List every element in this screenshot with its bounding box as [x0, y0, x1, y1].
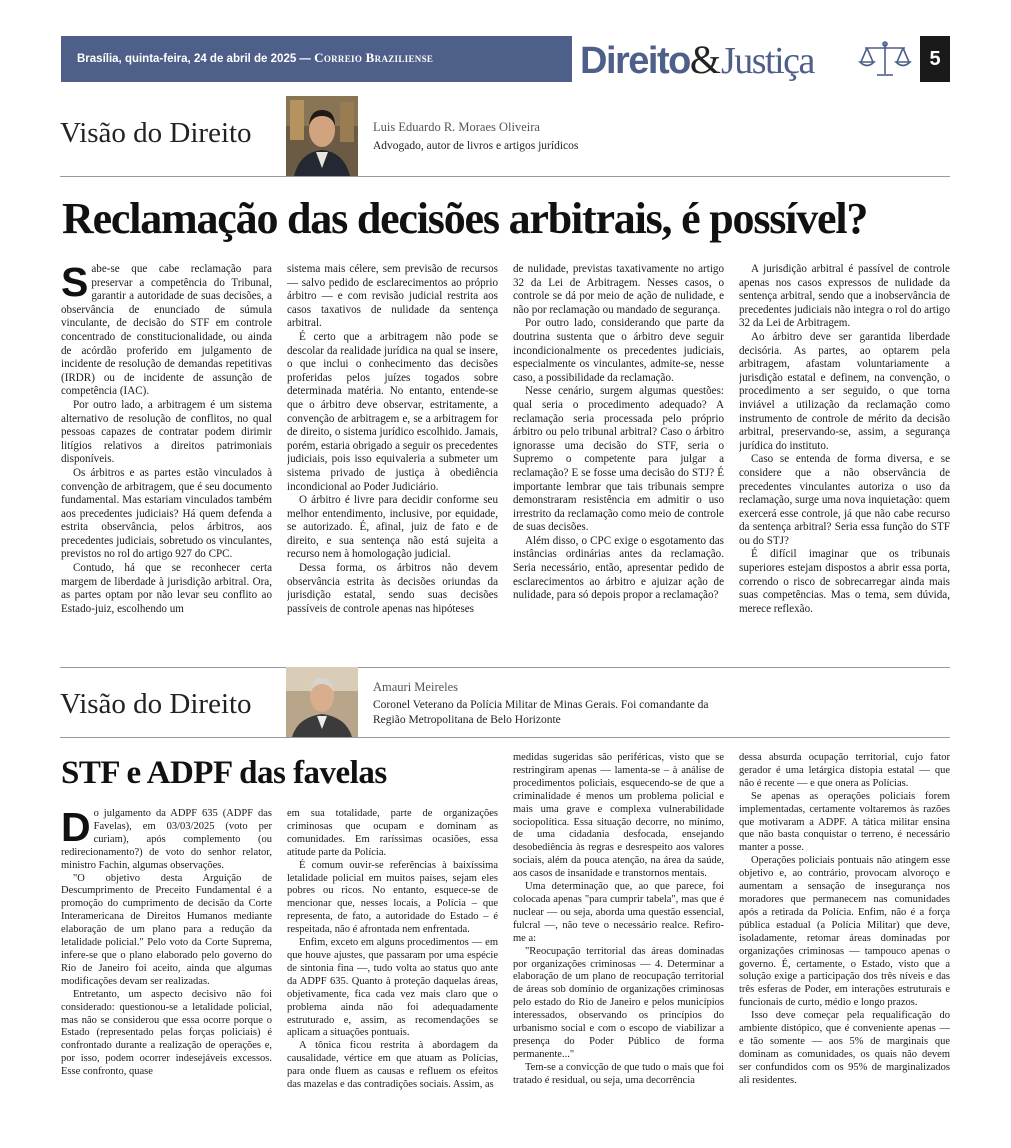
paragraph: Uma determinação que, ao que parece, foi colocada apenas "para cumprir tabela", mas que é nuclear — ou seja, aborda uma questão essencial, fulcral —, não teve o necessário realce. Refiro-me a: [513, 881, 724, 944]
article1-column-2 [287, 263, 498, 648]
paragraph: Dessa forma, os árbitros não devem observância estrita às decisões oriundas da jurisdição estatal, sendo suas decisões passíveis de controle apenas nas hipóteses [287, 562, 498, 615]
author-bio-article1: Advogado, autor de livros e artigos jurídicos [373, 140, 579, 152]
divider-article2-top [60, 667, 950, 668]
paragraph: Ao árbitro deve ser garantida liberdade decisória. As partes, ao optarem pela arbitragem, afastam voluntariamente a jurisdição estatal e definem, na convenção, o procedimento a ser seguido, o que torna inviável a utilização da reclamação como instrumento de controle de mérito da decisão arbitral, preservando-se, assim, a segurança jurídica do instituto. [739, 330, 950, 452]
paragraph: Enfim, exceto em alguns procedimentos — em que houve ajustes, que passaram por uma espécie de sintonia fina —, tudo volta ao status quo ante da ADPF 635. Quanto à proteção daquelas áreas, objetivamente, fica cada vez mais claro que o problema ainda não foi adequadamente estruturado e, assim, as recomendações se aplicam a situações pontuais. [287, 937, 498, 1039]
newspaper-name: Correio Braziliense [314, 50, 434, 65]
paragraph: Operações policiais pontuais não atingem esse objetivo e, ao contrário, provocam alvoroço e aumentam a sensação de insegurança nos moradores que permanecem nas comunidades após a retirada da Polícia. Enfim, não é a força pública estadual (a Polícia Militar) que deve, isoladamente, retomar áreas dominadas por organizações criminosas — tampouco apenas o governo. É, certamente, o Estado, visto que a solução exige a participação dos três níveis e das três esferas de Poder, em interações estruturais e funcionais de curto, médio e longo prazos. [739, 855, 950, 1009]
dateline [77, 50, 433, 66]
paragraph: O árbitro é livre para decidir conforme seu melhor entendimento, inclusive, por equidade, se autorizado. É, afinal, juiz de fato e de direito, e sua sentença não está sujeita a recurso nem à homologação judicial. [287, 494, 498, 561]
divider-article2-bottom [60, 737, 950, 738]
article1-column-4 [739, 263, 950, 648]
author-name-article1: Luis Eduardo R. Moraes Oliveira [373, 120, 540, 134]
author-photo-article2 [286, 667, 358, 737]
paragraph: o julgamento da ADPF 635 (ADPF das Favelas), em 03/03/2025 (voto per curiam), após complemento (ou redirecionamento?) de voto do senhor relator, ministro Fachin, algumas observações. [61, 808, 272, 871]
paragraph: É comum ouvir-se referências à baixíssima letalidade policial em muitos países, sejam eles pobres ou ricos. No entanto, esquece-se de mencionar que, nesses locais, a Polícia – que representa, de fato, a autoridade do Estado – é respeitada, não é afrontada nem enfrentada. [287, 859, 498, 936]
paragraph: Se apenas as operações policiais forem implementadas, certamente voltaremos às razões que motivaram a ADPF. A tática militar ensina que não basta conquistar o terreno, é necessário manter a posse. [739, 790, 950, 854]
article2-column-2 [287, 808, 498, 1120]
paragraph: Caso se entenda de forma diversa, e se considere que a não observância de precedentes vinculantes autoriza o uso da reclamação, surge uma nova inquietação: quem exercerá esse controle, já que não cabe recurso da sentença arbitral? Seria essa função do STF ou do STJ? [739, 453, 950, 547]
article2-column-3 [513, 752, 724, 1120]
dropcap-article1: S [61, 263, 89, 305]
brand-part1: Direito [580, 40, 690, 82]
paragraph: Entretanto, um aspecto decisivo não foi considerado: questionou-se a letalidade policial, mas não se considerou que essa ocorre porque o Estado (representado pelas forças policiais) é confrontado durante a realização de operações e, por isso, podem ocorrer indesejáveis excessos. Esse confronto, quase [61, 988, 272, 1078]
paragraph: abe-se que cabe reclamação para preservar a competência do Tribunal, garantir a autoridade de suas decisões, a observância de enunciado de súmula vinculante, de decisão do STF em controle concentrado de constitucionalidade, ou ainda de acórdão proferido em julgamento de incidente de resolução de demandas repetitivas (IRDR) ou de incidente de assunção de competência (IAC). [61, 263, 272, 398]
paragraph: "Reocupação territorial das áreas dominadas por organizações criminosas — 4. Determinar a elaboração de um plano de reocupação territorial de áreas sob domínio de organizações criminosas pelo estado do Rio de Janeiro e pelos municípios interessados, observando os princípios do urbanismo social e com o escopo de viabilizar a presença do Poder Público de forma permanente..." [513, 945, 724, 1060]
section-brand [572, 36, 920, 82]
paragraph: Isso deve começar pela requalificação do ambiente distópico, que é conveniente apenas — e tão somente — aos 5% de marginais que dominam as comunidades, os quais não devem ser confundidos com os 95% de marginalizados ali residentes. [739, 1010, 950, 1086]
paragraph: dessa absurda ocupação territorial, cujo fator gerador é uma letárgica distopia estatal — que não é recente — e que onera as Polícias. [739, 752, 950, 789]
paragraph: É difícil imaginar que os tribunais superiores estejam dispostos a abrir essa porta, correndo o risco de sobrecarregar ainda mais suas competências. Mas o tema, sem dúvida, merece reflexão. [739, 548, 950, 615]
author-name-article2: Amauri Meireles [373, 680, 459, 694]
dropcap-article2: D [61, 808, 91, 850]
article1-column-1 [61, 263, 272, 648]
article1-column-3 [513, 263, 724, 648]
page-number: 5 [920, 36, 950, 82]
paragraph: de nulidade, previstas taxativamente no artigo 32 da Lei de Arbitragem. Nesses casos, o controle se dá por meio de ação de nulidade, e não por reclamação ou mandado de segurança. [513, 263, 724, 316]
paragraph: em sua totalidade, parte de organizações criminosas que ocupam e dominam as comunidades. Em raríssimas ocasiões, essa atitude parte da Polícia. [287, 808, 498, 858]
paragraph: Além disso, o CPC exige o esgotamento das instâncias ordinárias antes da reclamação. Seria necessário, então, apresentar pedido de esclarecimentos ao árbitro e ajuizar ação de nulidade, para só depois propor a reclamação? [513, 534, 724, 602]
article2-column-1 [61, 808, 272, 1120]
section-label-article2: Visão do Direito [60, 688, 252, 720]
author-bio-article2: Coronel Veterano da Polícia Militar de Minas Gerais. Foi comandante da Região Metropolitana de Belo Horizonte [373, 699, 709, 726]
paragraph: Nesse cenário, surgem algumas questões: qual seria o procedimento adequado? A reclamação seria processada pelo próprio árbitro ou pelo tribunal arbitral? Caso o árbitro ignorasse uma decisão do STF, seria o Supremo o competente para julgar a reclamação? E se fosse uma decisão do STJ? É importante lembrar que tais tribunais sempre demonstraram resistência em admitir o uso irrestrito da reclamação como meio de controle de suas decisões. [513, 385, 724, 534]
paragraph: Por outro lado, a arbitragem é um sistema alternativo de resolução de conflitos, no qual pessoas capazes de contratar podem dirimir litígios relativos a direitos patrimoniais disponíveis. [61, 398, 272, 466]
author-photo-article1 [286, 96, 358, 176]
paragraph: É certo que a arbitragem não pode se descolar da realidade jurídica na qual se insere, o que inclui o conhecimento das decisões proferidas pelos juízes togados sobre determinada matéria. No entanto, entende-se que o árbitro deve observar, estritamente, a convenção de arbitragem e, se a arbitragem for de direito, o sistema jurídico escolhido. Jamais, porém, estaria obrigado a seguir os precedentes judiciais, pois isso equivaleria a submeter um sistema privado de justiça à obediência incondicional ao Poder Judiciário. [287, 330, 498, 493]
paragraph: sistema mais célere, sem previsão de recursos — salvo pedido de esclarecimentos ao próprio árbitro — e com revisão judicial restrita aos casos taxativos de nulidade da sentença arbitral. [287, 263, 498, 330]
paragraph: "O objetivo desta Arguição de Descumprimento de Preceito Fundamental é a promoção do cumprimento de decisão da Corte Interamericana de Direitos Humanos mediante elaboração de um plano para a redução da letalidade policial." Pelo voto da Corte Suprema, infere-se que o plano elaborado pelo governo do Rio de Janeiro foi aceito, ainda que algumas modificações devam ser realizadas. [61, 872, 272, 987]
headline-article2: STF e ADPF das favelas [61, 755, 387, 791]
paragraph: Por outro lado, considerando que parte da doutrina sustenta que o árbitro deve seguir incondicionalmente os precedentes judiciais, especialmente os vinculantes, admite-se, nesse caso, a possibilidade da reclamação. [513, 317, 724, 384]
paragraph: Os árbitros e as partes estão vinculados à convenção de arbitragem, que é seu documento fundamental. Mas estariam vinculados também aos precedentes judiciais? Há quem defenda a estrita observância, pelos árbitros, aos precedentes judiciais, sobretudo os vinculantes, previstos no rol do artigo 927 do CPC. [61, 466, 272, 561]
section-label-article1: Visão do Direito [60, 117, 252, 149]
headline-article1: Reclamação das decisões arbitrais, é possível? [62, 194, 868, 243]
dateline-text: Brasília, quinta-feira, 24 de abril de 2025 — [77, 53, 311, 65]
paragraph: medidas sugeridas são periféricas, visto que se restringiram apenas — lamenta-se – à análise de procedimentos policiais, esquecendo-se de que a criminalidade é menos um problema policial e mais uma grave e complexa vulnerabilidade sociopolítica. Essa situação decorre, no mínimo, de uma cidadania desfocada, ensejando desobediência às regras e desrespeito aos valores sociais, além da pouca atenção, na área da saúde, aos casos de insanidade e transtornos mentais. [513, 752, 724, 880]
brand-part2: Justiça [720, 40, 814, 82]
paragraph: Contudo, há que se reconhecer certa margem de liberdade à jurisdição arbitral. Ora, as partes optam por não levar seu conflito ao Estado-juiz, escolhendo um [61, 562, 272, 615]
brand-ampersand: & [689, 37, 721, 82]
paragraph: Tem-se a convicção de que tudo o mais que foi tratado é residual, ou seja, uma decorrência [513, 1061, 724, 1086]
section-brand-title [580, 38, 814, 83]
divider-article1-top [60, 176, 950, 177]
paragraph: A jurisdição arbitral é passível de controle apenas nos casos expressos de nulidade da sentença arbitral, sendo que a inobservância de precedentes judiciais não integra o rol do artigo 32 da Lei de Arbitragem. [739, 263, 950, 330]
article2-column-4 [739, 752, 950, 1120]
paragraph: A tônica ficou restrita à abordagem da causalidade, vértice em que atuam as Polícias, para onde fluem as causas e refluem os efeitos das mazelas e das contradições sociais. Assim, as [287, 1040, 498, 1091]
scales-of-justice-icon [857, 40, 913, 78]
